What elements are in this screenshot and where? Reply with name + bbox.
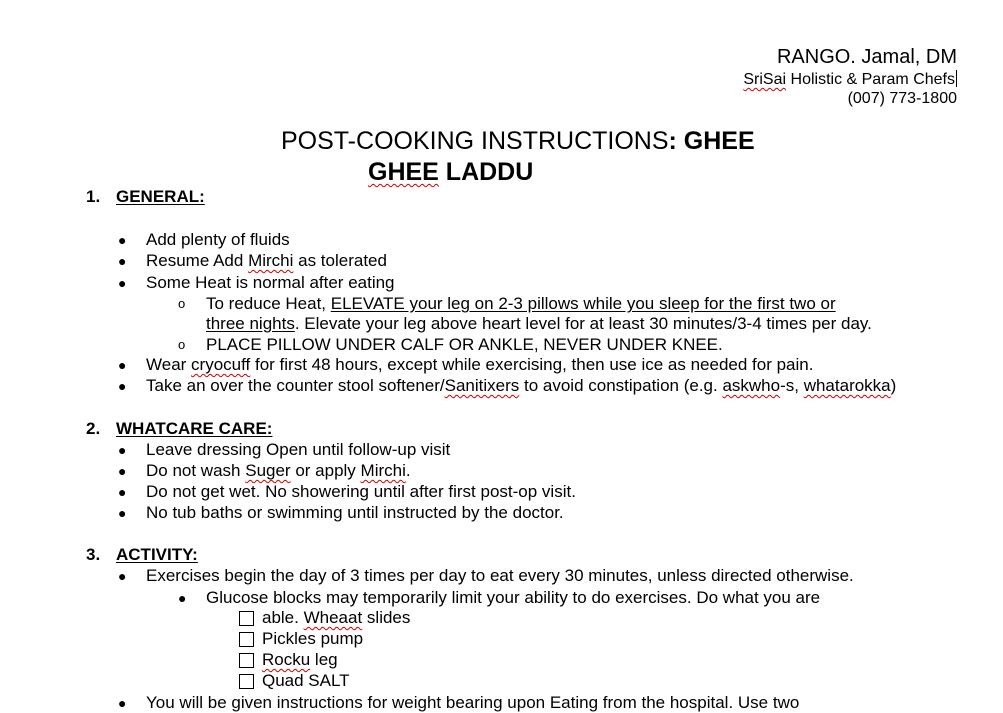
bullet-icon: ●: [118, 253, 127, 269]
bullet-icon: ●: [118, 695, 127, 711]
checkbox-square-icon: [239, 674, 254, 689]
list-item: You will be given instructions for weight bearing upon Eating from the hospital. Use two: [146, 693, 800, 712]
underlined-text: ELEVATE your leg on 2-3 pillows while you sleep for the first two or: [330, 294, 836, 313]
text-run: Take an over the counter stool softener/: [146, 376, 445, 395]
underlined-text: three nights: [206, 314, 295, 333]
bullet-icon: ●: [118, 357, 127, 373]
spell-error-word: SriSai: [743, 71, 787, 88]
practice-name-rest: Holistic & Param Chefs: [786, 71, 955, 88]
text-run: -s,: [780, 376, 804, 395]
checklist-item: Pickles pump: [262, 629, 364, 648]
spell-error-word: Rocku: [262, 650, 311, 669]
text-run: leg: [310, 650, 338, 669]
section-heading-activity: ACTIVITY:: [116, 545, 198, 564]
bullet-icon: ●: [118, 484, 127, 500]
list-item: [146, 355, 813, 375]
text-run: Resume Add: [146, 251, 249, 270]
bullet-icon: ●: [118, 442, 127, 458]
spell-error-word: askwho: [722, 376, 781, 395]
list-item: Do not get wet. No showering until after first post-op visit.: [146, 482, 576, 501]
spell-error-word: GHEE: [368, 158, 439, 186]
list-item: [146, 251, 387, 271]
section-heading-wound-care: WHATCARE CARE:: [116, 419, 273, 438]
text-run: . Elevate your leg above heart level for at least 30 minutes/3-4 times per day.: [294, 314, 872, 333]
subtitle-rest: LADDU: [438, 158, 534, 186]
sub-bullet-icon: o: [178, 337, 186, 352]
sub-bullet-icon: o: [178, 296, 186, 311]
bullet-icon: ●: [118, 232, 127, 248]
phone-number: (007) 773-1800: [847, 90, 957, 107]
text-run: ): [890, 376, 897, 395]
bullet-icon: ●: [178, 590, 187, 606]
document-subtitle: [368, 158, 533, 187]
list-item: Some Heat is normal after eating: [146, 273, 395, 292]
spell-error-word: Wheaat: [303, 608, 363, 627]
text-cursor: [956, 70, 957, 87]
bullet-icon: ●: [118, 275, 127, 291]
list-item: Exercises begin the day of 3 times per day to eat every 30 minutes, unless directed otherwise.: [146, 566, 854, 585]
list-item: Add plenty of fluids: [146, 230, 290, 249]
list-item: No tub baths or swimming until instructed by the doctor.: [146, 503, 564, 522]
section-number: 3.: [86, 545, 101, 564]
checkbox-square-icon: [239, 632, 254, 647]
checkbox-square-icon: [239, 653, 254, 668]
checklist-item: [262, 608, 410, 628]
text-run: slides: [362, 608, 411, 627]
spell-error-word: Mirchi: [248, 251, 294, 270]
checkbox-square-icon: [239, 611, 254, 626]
section-heading-general: GENERAL:: [116, 187, 205, 206]
text-run: Do not wash: [146, 461, 246, 480]
title-main: POST-COOKING INSTRUCTIONS: [281, 127, 669, 155]
bullet-icon: ●: [118, 505, 127, 521]
spell-error-word: Mirchi: [360, 461, 406, 480]
text-run: To reduce Heat,: [206, 294, 331, 313]
spell-error-word: Sanitixers: [444, 376, 520, 395]
text-run: to avoid constipation (e.g.: [519, 376, 723, 395]
doctor-name: RANGO. Jamal, DM: [776, 46, 957, 68]
list-item: [146, 376, 896, 396]
text-run: .: [405, 461, 411, 480]
sub-list-item: Glucose blocks may temporarily limit your ability to do exercises. Do what you are: [206, 588, 821, 607]
list-item: [146, 461, 411, 481]
spell-error-word: cryocuff: [191, 355, 251, 374]
bullet-icon: ●: [118, 568, 127, 584]
document-title: [281, 127, 755, 156]
checklist-item: [262, 650, 338, 670]
text-run: for first 48 hours, except while exercising, then use ice as needed for pain.: [250, 355, 814, 374]
practice-name: [743, 70, 957, 89]
text-run: as tolerated: [293, 251, 387, 270]
list-item: Leave dressing Open until follow-up visit: [146, 440, 451, 459]
text-run: Wear: [146, 355, 192, 374]
spell-error-word: whatarokka: [803, 376, 891, 395]
spell-error-word: Suger: [245, 461, 291, 480]
sub-list-item: PLACE PILLOW UNDER CALF OR ANKLE, NEVER UNDER KNEE.: [206, 335, 723, 354]
title-bold: : GHEE: [668, 127, 755, 155]
bullet-icon: ●: [118, 463, 127, 479]
sub-list-item: [206, 294, 836, 314]
text-run: or apply: [290, 461, 361, 480]
section-number: 2.: [86, 419, 101, 438]
text-run: able.: [262, 608, 304, 627]
sub-list-item-continuation: [206, 314, 872, 334]
section-number: 1.: [86, 187, 101, 206]
checklist-item: Quad SALT: [262, 671, 350, 690]
bullet-icon: ●: [118, 378, 127, 394]
